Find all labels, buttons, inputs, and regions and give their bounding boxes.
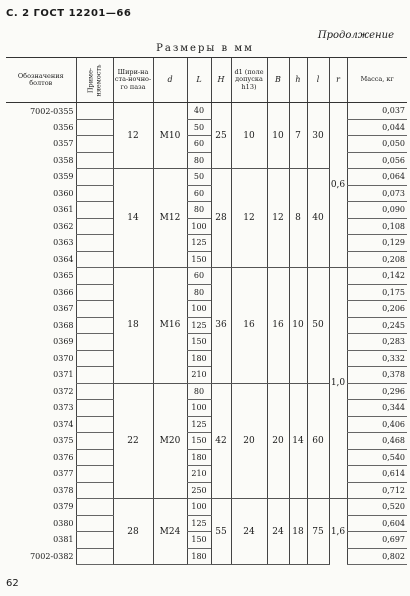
mass-cell: 0,073	[347, 185, 407, 202]
length-L-cell: 100	[187, 400, 211, 417]
applicability-cell	[76, 400, 113, 417]
slot-width-cell: 14	[113, 169, 153, 268]
applicability-cell	[76, 482, 113, 499]
mass-cell: 0,206	[347, 301, 407, 318]
length-L-cell: 50	[187, 119, 211, 136]
bolt-designation: 0377	[53, 469, 74, 479]
thread-d-cell: M16	[153, 268, 187, 384]
table-row	[6, 367, 407, 384]
col-d: d	[153, 58, 187, 103]
bolt-designation: 0368	[53, 320, 74, 330]
slot-width-cell: 12	[113, 103, 153, 169]
bolt-dimensions-table	[6, 57, 407, 565]
applicability-cell	[76, 466, 113, 483]
thread-d-cell: M20	[153, 383, 187, 499]
dim-b-cell: 16	[267, 268, 289, 384]
table-row	[6, 383, 407, 400]
col-l: l	[307, 58, 329, 103]
length-L-cell: 125	[187, 235, 211, 252]
applicability-cell	[76, 515, 113, 532]
table-row	[6, 466, 407, 483]
bolt-designation: 0369	[53, 337, 74, 347]
applicability-cell	[76, 301, 113, 318]
applicability-cell	[76, 416, 113, 433]
applicability-cell	[76, 367, 113, 384]
bolt-designation: 0375	[53, 436, 74, 446]
length-L-cell: 125	[187, 317, 211, 334]
col-L: L	[187, 58, 211, 103]
length-L-cell: 80	[187, 202, 211, 219]
col-d1: d1 (поле допуска h13)	[231, 58, 267, 103]
dim-h-cell: 14	[289, 383, 307, 499]
length-L-cell: 150	[187, 334, 211, 351]
mass-cell: 0,296	[347, 383, 407, 400]
col-r: r	[329, 58, 347, 103]
table-row	[6, 400, 407, 417]
mass-cell: 0,108	[347, 218, 407, 235]
dim-l-cell: 50	[307, 268, 329, 384]
length-L-cell: 100	[187, 301, 211, 318]
radius-r-cell: 0,6	[329, 103, 347, 268]
bolt-designation: 0362	[53, 221, 74, 231]
table-row	[6, 317, 407, 334]
bolt-designation: 0357	[53, 139, 74, 149]
dim-h-cell: 7	[289, 103, 307, 169]
table-row	[6, 268, 407, 285]
radius-r-cell: 1,6	[329, 499, 347, 565]
length-L-cell: 150	[187, 433, 211, 450]
applicability-cell	[76, 284, 113, 301]
applicability-cell	[76, 383, 113, 400]
mass-cell: 0,332	[347, 350, 407, 367]
col-B: B	[267, 58, 289, 103]
table-row	[6, 185, 407, 202]
applicability-cell	[76, 185, 113, 202]
col-slot-width: Шири-на ста-ночно-го паза	[113, 58, 153, 103]
dim-l-cell: 60	[307, 383, 329, 499]
length-L-cell: 180	[187, 548, 211, 565]
dim-d1-cell: 24	[231, 499, 267, 565]
mass-cell: 0,208	[347, 251, 407, 268]
continuation-label: Продолжение	[317, 30, 394, 41]
applicability-cell	[76, 251, 113, 268]
applicability-cell	[76, 218, 113, 235]
thread-d-cell: M12	[153, 169, 187, 268]
col-mass: Масса, кг	[347, 58, 407, 103]
mass-cell: 0,604	[347, 515, 407, 532]
table-row	[6, 136, 407, 153]
dim-h-cell: 28	[211, 169, 231, 268]
thread-d-cell: M24	[153, 499, 187, 565]
applicability-cell	[76, 334, 113, 351]
bolt-designation: 0370	[53, 353, 74, 363]
col-h: h	[289, 58, 307, 103]
dim-d1-cell: 16	[231, 268, 267, 384]
table-row	[6, 103, 407, 120]
mass-cell: 0,614	[347, 466, 407, 483]
applicability-cell	[76, 499, 113, 516]
length-L-cell: 60	[187, 185, 211, 202]
dim-b-cell: 12	[267, 169, 289, 268]
dim-b-cell: 20	[267, 383, 289, 499]
applicability-cell	[76, 202, 113, 219]
length-L-cell: 60	[187, 136, 211, 153]
bolt-designation: 0365	[53, 271, 74, 281]
table-row	[6, 532, 407, 549]
mass-cell: 0,406	[347, 416, 407, 433]
slot-width-cell: 18	[113, 268, 153, 384]
bolt-designation: 7002-0355	[30, 106, 74, 116]
applicability-cell	[76, 433, 113, 450]
table-row	[6, 251, 407, 268]
bolt-designation: 0381	[53, 535, 74, 545]
mass-cell: 0,037	[347, 103, 407, 120]
applicability-cell	[76, 152, 113, 169]
col-designation: Обозначения болтов	[6, 58, 76, 103]
length-L-cell: 40	[187, 103, 211, 120]
mass-cell: 0,468	[347, 433, 407, 450]
mass-cell: 0,520	[347, 499, 407, 516]
thread-d-cell: M10	[153, 103, 187, 169]
bolt-designation: 7002-0382	[30, 551, 74, 561]
bolt-designation: 0371	[53, 370, 74, 380]
length-L-cell: 80	[187, 152, 211, 169]
length-L-cell: 210	[187, 466, 211, 483]
mass-cell: 0,283	[347, 334, 407, 351]
dim-h-cell: 42	[211, 383, 231, 499]
page-header: С. 2 ГОСТ 12201—66	[6, 8, 132, 19]
dim-h-cell: 8	[289, 169, 307, 268]
table-row	[6, 235, 407, 252]
applicability-cell	[76, 169, 113, 186]
bolt-designation: 0378	[53, 485, 74, 495]
mass-cell: 0,175	[347, 284, 407, 301]
length-L-cell: 100	[187, 499, 211, 516]
table-row	[6, 119, 407, 136]
bolt-designation: 0380	[53, 518, 74, 528]
length-L-cell: 250	[187, 482, 211, 499]
applicability-cell	[76, 548, 113, 565]
bolt-designation: 0374	[53, 419, 74, 429]
mass-cell: 0,344	[347, 400, 407, 417]
length-L-cell: 80	[187, 284, 211, 301]
length-L-cell: 150	[187, 251, 211, 268]
units-caption: Размеры в мм	[156, 43, 254, 54]
table-row	[6, 416, 407, 433]
table-row	[6, 548, 407, 565]
length-L-cell: 180	[187, 449, 211, 466]
dim-h-cell: 18	[289, 499, 307, 565]
bolt-designation: 0361	[53, 205, 74, 215]
bolt-designation: 0360	[53, 188, 74, 198]
dim-b-cell: 24	[267, 499, 289, 565]
dim-l-cell: 30	[307, 103, 329, 169]
table-row	[6, 169, 407, 186]
length-L-cell: 50	[187, 169, 211, 186]
page-number: 62	[6, 578, 19, 589]
dim-l-cell: 40	[307, 169, 329, 268]
table-row	[6, 334, 407, 351]
bolt-designation: 0373	[53, 403, 74, 413]
length-L-cell: 150	[187, 532, 211, 549]
bolt-designation: 0358	[53, 155, 74, 165]
dim-d1-cell: 12	[231, 169, 267, 268]
mass-cell: 0,712	[347, 482, 407, 499]
applicability-cell	[76, 449, 113, 466]
mass-cell: 0,378	[347, 367, 407, 384]
table-row	[6, 482, 407, 499]
applicability-cell	[76, 136, 113, 153]
length-L-cell: 125	[187, 515, 211, 532]
mass-cell: 0,090	[347, 202, 407, 219]
mass-cell: 0,697	[347, 532, 407, 549]
slot-width-cell: 22	[113, 383, 153, 499]
dim-h-cell: 10	[289, 268, 307, 384]
bolt-designation: 0379	[53, 502, 74, 512]
mass-cell: 0,540	[347, 449, 407, 466]
length-L-cell: 210	[187, 367, 211, 384]
bolt-designation: 0364	[53, 254, 74, 264]
dim-d1-cell: 20	[231, 383, 267, 499]
bolt-designation: 0363	[53, 238, 74, 248]
dim-h-cell: 36	[211, 268, 231, 384]
length-L-cell: 60	[187, 268, 211, 285]
length-L-cell: 125	[187, 416, 211, 433]
mass-cell: 0,129	[347, 235, 407, 252]
table-row	[6, 202, 407, 219]
table-row	[6, 152, 407, 169]
bolt-designation: 0359	[53, 172, 74, 182]
bolt-designation: 0366	[53, 287, 74, 297]
mass-cell: 0,245	[347, 317, 407, 334]
dim-h-cell: 25	[211, 103, 231, 169]
applicability-cell	[76, 532, 113, 549]
applicability-cell	[76, 268, 113, 285]
table-row	[6, 499, 407, 516]
dim-b-cell: 10	[267, 103, 289, 169]
mass-cell: 0,142	[347, 268, 407, 285]
dim-d1-cell: 10	[231, 103, 267, 169]
col-applicability: Приме-няемость	[76, 58, 113, 103]
dim-l-cell: 75	[307, 499, 329, 565]
bolt-designation: 0356	[53, 122, 74, 132]
col-H: H	[211, 58, 231, 103]
bolt-designation: 0367	[53, 304, 74, 314]
mass-cell: 0,064	[347, 169, 407, 186]
table-row	[6, 449, 407, 466]
table-row	[6, 301, 407, 318]
mass-cell: 0,050	[347, 136, 407, 153]
length-L-cell: 80	[187, 383, 211, 400]
dim-h-cell: 55	[211, 499, 231, 565]
applicability-cell	[76, 350, 113, 367]
table-row	[6, 284, 407, 301]
length-L-cell: 180	[187, 350, 211, 367]
applicability-cell	[76, 119, 113, 136]
radius-r-cell: 1,0	[329, 268, 347, 499]
applicability-cell	[76, 317, 113, 334]
slot-width-cell: 28	[113, 499, 153, 565]
mass-cell: 0,044	[347, 119, 407, 136]
table-row	[6, 433, 407, 450]
mass-cell: 0,056	[347, 152, 407, 169]
length-L-cell: 100	[187, 218, 211, 235]
table-row	[6, 515, 407, 532]
table-row	[6, 218, 407, 235]
table-row	[6, 350, 407, 367]
bolt-designation: 0372	[53, 386, 74, 396]
applicability-cell	[76, 103, 113, 120]
mass-cell: 0,802	[347, 548, 407, 565]
bolt-designation: 0376	[53, 452, 74, 462]
applicability-cell	[76, 235, 113, 252]
